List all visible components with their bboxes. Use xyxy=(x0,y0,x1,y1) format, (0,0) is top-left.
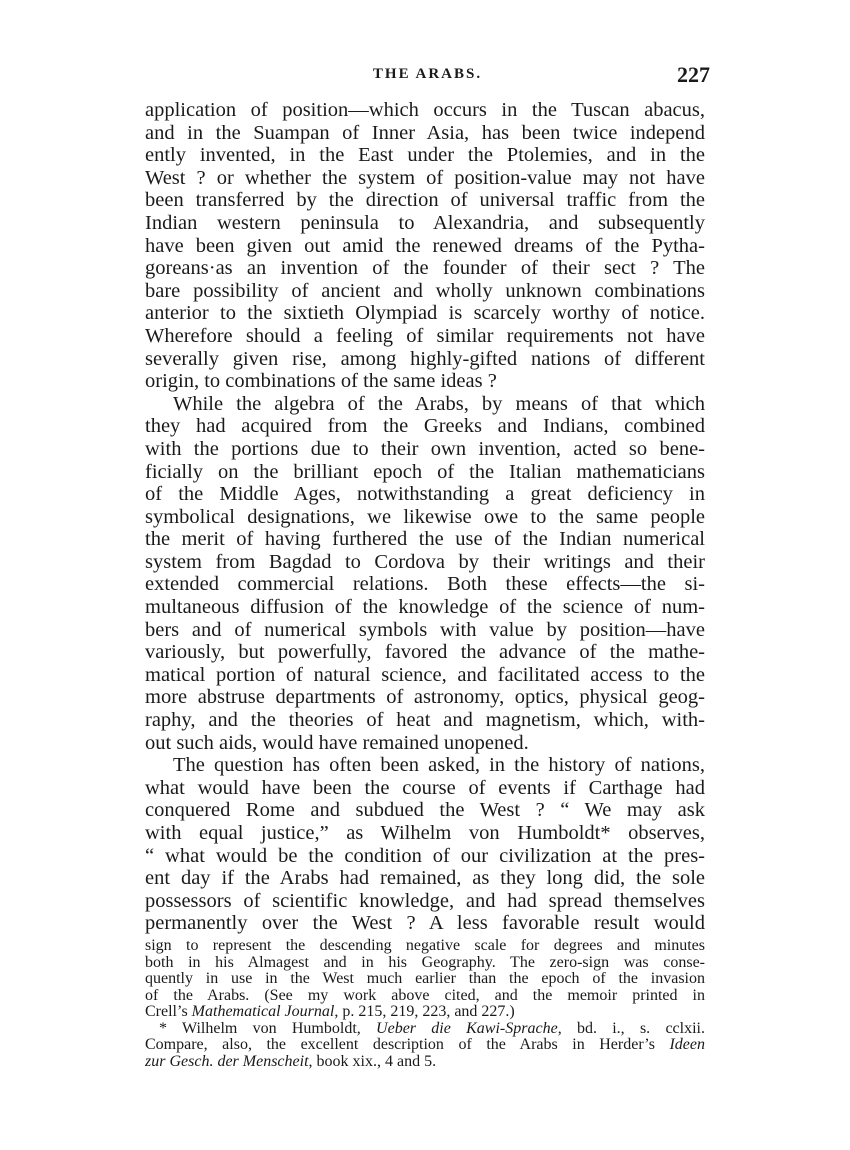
text-line: permanently over the West ? A less favorable result would xyxy=(145,912,705,935)
text-line: Indian western peninsula to Alexandria, and subsequently xyxy=(145,211,705,234)
footnote-text: , bd. i., s. cclxii. xyxy=(557,1019,705,1037)
paragraph-start: The question has often been asked, in the history of nations, xyxy=(173,754,705,777)
page-number: 227 xyxy=(677,62,710,87)
footnote-line: sign to represent the descending negative scale for degrees and minutes xyxy=(145,937,705,954)
text-line: symbolical designations, we likewise owe to the same people xyxy=(145,505,705,528)
journal-title: Mathematical Journal xyxy=(191,1003,335,1020)
footnote-line xyxy=(145,1004,705,1021)
footnote-line: both in his Almagest and in his Geography. The zero-sign was conse- xyxy=(145,953,705,971)
text-line: variously, but powerfully, favored the advance of the mathe- xyxy=(145,641,705,664)
text-line: severally given rise, among highly-gifted nations of different xyxy=(145,347,705,370)
main-text xyxy=(145,99,705,935)
paragraph-start: While the algebra of the Arabs, by means of that which xyxy=(173,392,705,415)
footnote-text: , p. 215, 219, 223, and 227.) xyxy=(334,1003,515,1020)
text-line: anterior to the sixtieth Olympiad is scarcely worthy of notice. xyxy=(145,302,705,325)
text-line: matical portion of natural science, and facilitated access to the xyxy=(145,663,705,686)
text-line: ent day if the Arabs had remained, as they long did, the sole xyxy=(145,867,705,890)
text-line: and in the Suampan of Inner Asia, has been twice independ xyxy=(145,121,705,144)
text-line: out such aids, would have remained unopened. xyxy=(145,731,529,754)
text-line: extended commercial relations. Both these effects—the si- xyxy=(145,573,705,596)
running-head xyxy=(145,62,710,92)
text-line: “ what would be the condition of our civilization at the pres- xyxy=(145,844,705,867)
footnote-line: quently in use in the West much earlier than the epoch of the invasion xyxy=(145,970,705,987)
footnotes xyxy=(145,938,705,1070)
text-line: the merit of having furthered the use of the Indian numerical xyxy=(145,528,705,551)
footnote-text: Compare, also, the excellent description of the Arabs in Herder’s xyxy=(145,1036,670,1053)
text-line: origin, to combinations of the same ideas ? xyxy=(145,370,497,393)
text-line: have been given out amid the renewed dreams of the Pytha- xyxy=(145,234,705,257)
book-title: zur Gesch. der Menscheit xyxy=(145,1052,309,1070)
text-line: bare possibility of ancient and wholly unknown combinations xyxy=(145,279,705,302)
text-line: been transferred by the direction of universal traffic from the xyxy=(145,189,705,212)
text-line: Wherefore should a feeling of similar requirements not have xyxy=(145,324,705,347)
text-line: system from Bagdad to Cordova by their writings and their xyxy=(145,550,705,573)
footnote-line xyxy=(145,1037,705,1054)
text-line: raphy, and the theories of heat and magnetism, which, with- xyxy=(145,709,705,732)
text-line: ently invented, in the East under the Ptolemies, and in the xyxy=(145,144,705,167)
text-line: ficially on the brilliant epoch of the Italian mathematicians xyxy=(145,460,705,483)
text-line: possessors of scientific knowledge, and had spread themselves xyxy=(145,889,705,912)
text-line: multaneous diffusion of the knowledge of the science of num- xyxy=(145,596,705,619)
text-line: what would have been the course of events if Carthage had xyxy=(145,776,705,799)
text-line: more abstruse departments of astronomy, optics, physical geog- xyxy=(145,686,705,709)
footnote-text: , book xix., 4 and 5. xyxy=(308,1052,437,1070)
footnote-line xyxy=(145,1054,705,1071)
footnote-text: * Wilhelm von Humboldt, xyxy=(159,1019,377,1037)
footnote-line xyxy=(145,1021,705,1038)
text-line: bers and of numerical symbols with value by position—have xyxy=(145,618,705,641)
book-title: Ueber die Kawi-Sprache xyxy=(376,1019,558,1037)
text-line: West ? or whether the system of position-value may not have xyxy=(145,166,705,189)
book-title: Ideen xyxy=(669,1036,705,1053)
text-line: they had acquired from the Greeks and Indians, combined xyxy=(145,415,705,438)
text-line: conquered Rome and subdued the West ? “ We may ask xyxy=(145,799,705,822)
footnote-text: Crell’s xyxy=(145,1003,192,1020)
text-line: with the portions due to their own invention, acted so bene- xyxy=(145,437,705,460)
text-line: application of position—which occurs in the Tuscan abacus, xyxy=(145,99,705,121)
running-title: THE ARABS. xyxy=(372,66,483,82)
text-line: with equal justice,” as Wilhelm von Humboldt* observes, xyxy=(145,822,705,844)
text-line: goreans·as an invention of the founder of their sect ? The xyxy=(145,257,705,280)
text-line: of the Middle Ages, notwithstanding a great deficiency in xyxy=(145,483,705,506)
footnote-line: of the Arabs. (See my work above cited, and the memoir printed in xyxy=(145,986,705,1004)
